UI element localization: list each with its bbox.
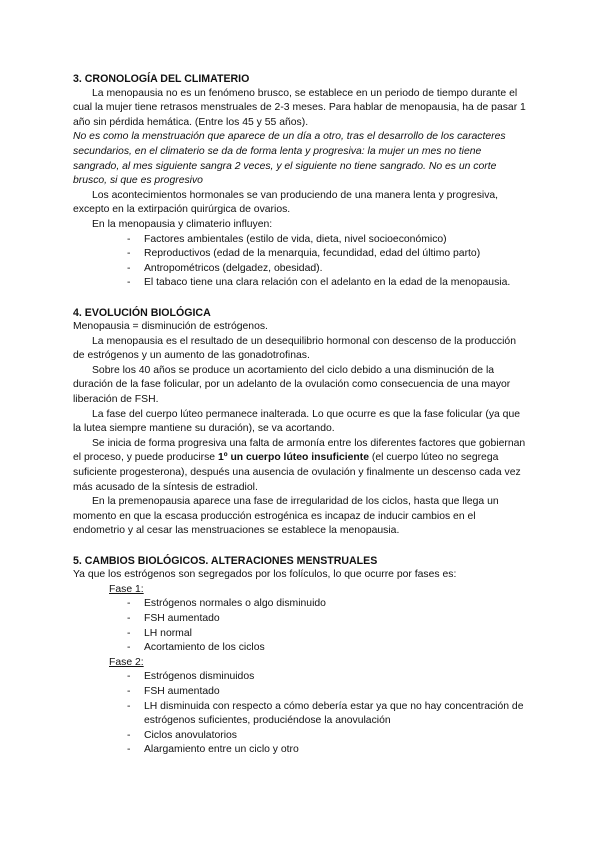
s4-p4-bold-term: 1º un cuerpo lúteo insuficiente [217,452,369,464]
list-item: - Acortamiento de los ciclos [127,641,528,656]
s3-italic-note: No es como la menstruación que aparece de un día a otro, tras el desarrollo de los caracteres secundarios, en el climaterio se da de forma lenta y progresiva: la mujer un mes no tiene sangrado, al mes siguiente sangra 2 veces, y el siguiente no tiene sangrado. No es un corte brusco, si que es progresivo [73,131,506,187]
spacer [73,539,528,554]
s4-paragraph-2: Sobre los 40 años se produce un acortamiento del ciclo debido a una disminución de la duración de la fase folicular, por un adelanto de la ovulación como consecuencia de una mayor liberación de FSH. [73,364,511,406]
s4-p4-text-c: (el cuerpo lúteo no segrega suficiente progesterona), después una ausencia de ovulación y finalmente un descenso cada vez más acusado de la síntesis de estradiol. [73,452,521,493]
list-item: - LH disminuida con respecto a cómo debería estar ya que no hay concentración de estrógenos suficientes, produciéndose la anovulación [127,700,528,729]
s5-intro: Ya que los estrógenos son segregados por los folículos, lo que ocurre por fases es: [73,569,457,581]
s4-paragraph-5: En la premenopausia aparece una fase de irregularidad de los ciclos, hasta que llega un momento en que la escasa producción estrogénica es incapaz de inducir cambios en el endometrio y al cesar las menstruaciones se establece la menopausia. [73,496,499,537]
list-item: - LH normal [127,627,528,642]
list-item: - Factores ambientales (estilo de vida, dieta, nivel socioeconómico) [127,233,528,248]
s3-paragraph-2: Los acontecimientos hormonales se van produciendo de una manera lenta y progresiva, excepto en la extirpación quirúrgica de ovarios. [73,189,499,216]
s3-paragraph-1: La menopausia no es un fenómeno brusco, se establece en un periodo de tiempo durante el cual la mujer tiene retrasos menstruales de 2-3 meses. Para hablar de menopausia, ha de pasar 1 año sin pérdida hemática. (Entre los 45 y 55 años). [73,87,526,128]
s4-paragraph-3: La fase del cuerpo lúteo permanece inalterada. Lo que ocurre es que la fase folicular (ya que la lutea siempre mantiene su duración), se va acortando. [73,408,521,435]
list-item: - Alargamiento entre un ciclo y otro [127,743,528,758]
phase-1-list [73,597,528,655]
list-item: - FSH aumentado [127,685,528,700]
section-5-heading: 5. CAMBIOS BIOLÓGICOS. ALTERACIONES MENSTRUALES [73,554,378,567]
list-item: - Estrógenos normales o algo disminuido [127,597,528,612]
document-body [73,72,528,758]
s3-paragraph-3: En la menopausia y climaterio influyen: [92,218,273,230]
phase-2-label: Fase 2: [109,656,144,668]
s4-paragraph-4 [73,437,528,495]
phase-2-list [73,670,528,758]
list-item: - Reproductivos (edad de la menarquia, fecundidad, edad del último parto) [127,247,528,262]
list-item: - Antropométricos (delgadez, obesidad). [127,262,528,277]
section-3-heading: 3. CRONOLOGÍA DEL CLIMATERIO [73,73,250,85]
list-item: - Ciclos anovulatorios [127,729,528,744]
s4-definition: Menopausia = disminución de estrógenos. [73,321,268,333]
s4-paragraph-1: La menopausia es el resultado de un desequilibrio hormonal con descenso de la producción de estrógenos y un aumento de las gonadotrofinas. [73,335,516,362]
list-item: - Estrógenos disminuidos [127,670,528,685]
s4-p4-text-a: Se inicia de forma progresiva una falta de armonía entre los diferentes factores que gobiernan el proceso, y puede producirse [73,437,526,464]
list-item: - El tabaco tiene una clara relación con el adelanto en la edad de la menopausia. [127,276,528,291]
section-4-heading: 4. EVOLUCIÓN BIOLÓGICA [73,306,211,319]
spacer [73,291,528,306]
list-item: - FSH aumentado [127,612,528,627]
phase-1-label: Fase 1: [109,583,144,595]
s3-factors-list [73,233,528,291]
